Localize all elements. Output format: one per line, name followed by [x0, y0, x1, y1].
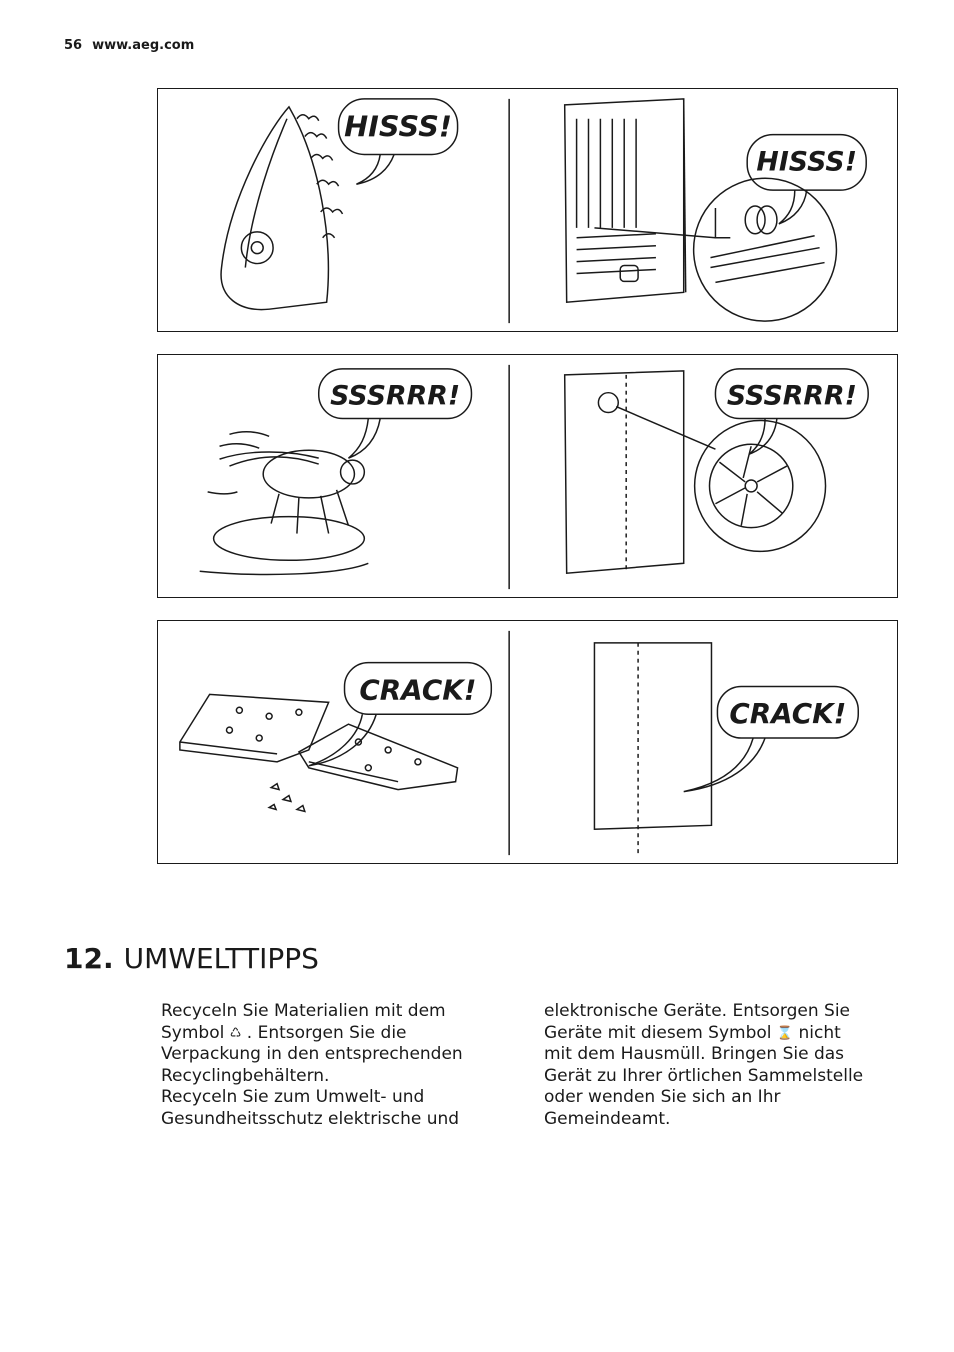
section-title: UMWELTTIPPS: [123, 942, 319, 975]
crossed-bin-icon: ⌛: [776, 1025, 794, 1041]
hisss-illustration: [158, 89, 897, 331]
paragraph-recycle-electric: Recyceln Sie zum Umwelt- und Gesundheitsschutz elektrische und: [161, 1087, 460, 1129]
text-column-left: [161, 1001, 491, 1130]
coil-zoom: [694, 178, 837, 321]
paragraph-text: . Entsorgen Sie die Verpackung in den entsprechenden Recyclingbehältern.: [161, 1022, 463, 1086]
sssrrr-illustration: [158, 355, 897, 597]
text-column-right: [544, 1001, 874, 1130]
hisss-bubble-left: HISSS!: [344, 109, 453, 144]
page-number: 56: [64, 38, 83, 53]
fridge-front-drawing: [594, 643, 711, 829]
paragraph-text: Recyceln Sie Materialien mit dem Symbol: [161, 1001, 446, 1043]
paragraph-text: nicht mit dem Hausmüll. Bringen Sie das Gerät zu Ihrer örtlichen Sammelstelle oder wenden Sie sich an Ihr Gemeindeamt.: [544, 1022, 864, 1129]
sssrrr-bubble-left: SSSRRR!: [330, 380, 461, 412]
crack-bubble-left: CRACK!: [359, 673, 477, 707]
section-number: 12.: [64, 942, 114, 975]
illustration-panel-hisss: [157, 88, 898, 332]
page-header: [64, 38, 194, 53]
illustration-panel-sssrrr: [157, 354, 898, 598]
iron-drawing: [221, 107, 328, 310]
crack-illustration: [158, 621, 897, 863]
hisss-bubble-right: HISSS!: [756, 146, 857, 178]
section-heading: [64, 942, 319, 975]
sssrrr-bubble-right: SSSRRR!: [726, 380, 857, 412]
paragraph-text: elektronische Geräte. Entsorgen Sie Geräte mit diesem Symbol: [544, 1001, 851, 1043]
crack-bubble-right: CRACK!: [729, 697, 847, 731]
paragraph-weee: [544, 1001, 874, 1130]
fridge-side-drawing: [565, 371, 684, 573]
paragraph-recycle-packaging: [161, 1001, 491, 1087]
illustration-panel-crack: [157, 620, 898, 864]
website-url[interactable]: www.aeg.com: [92, 38, 195, 53]
recycle-icon: ♺: [229, 1025, 242, 1041]
